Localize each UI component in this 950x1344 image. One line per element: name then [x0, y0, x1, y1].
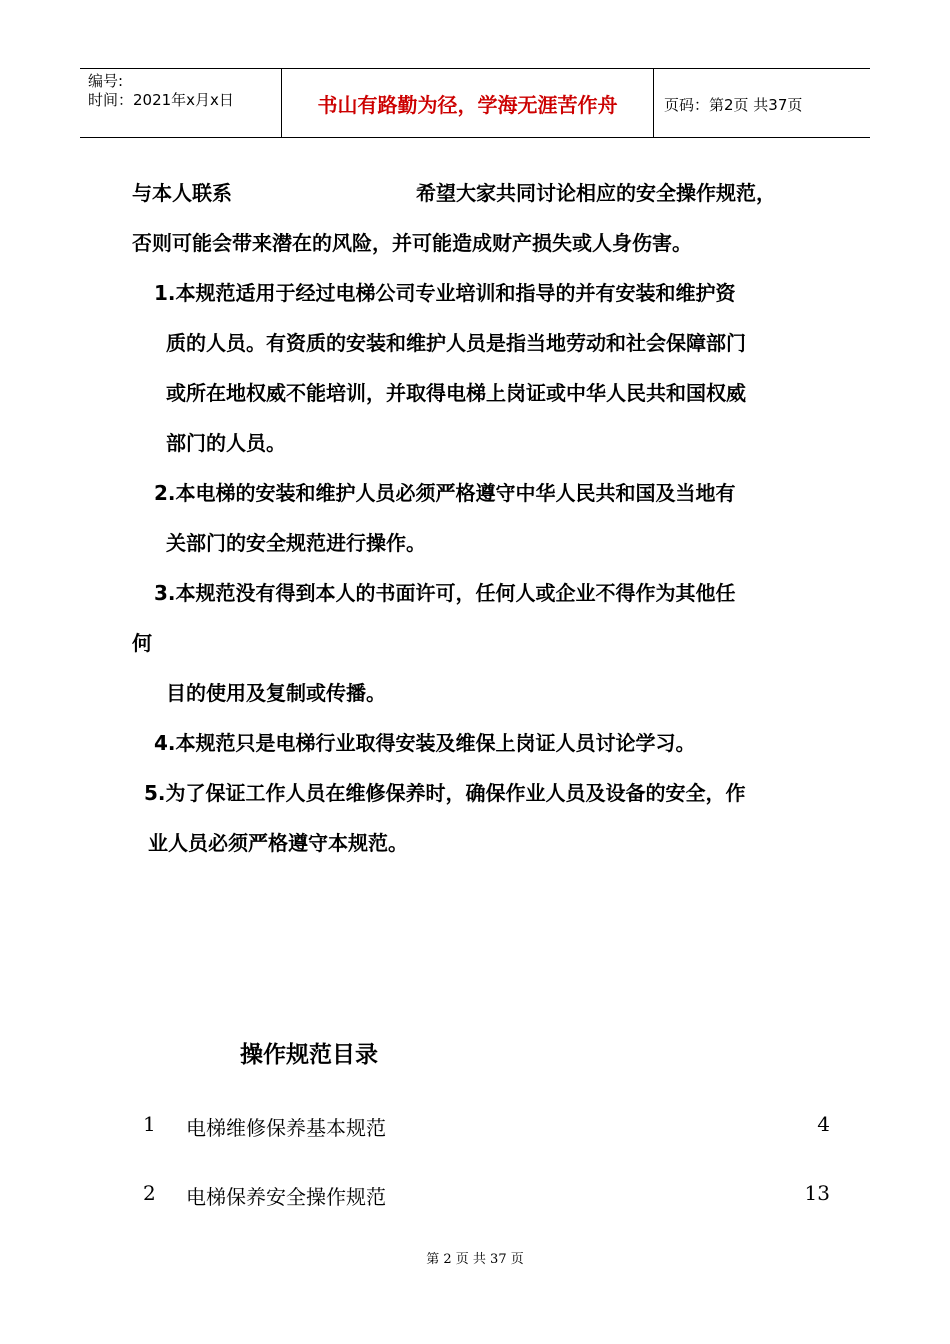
- item-1-line: 部门的人员。: [166, 431, 286, 455]
- item-1-line: 或所在地权威不能培训，并取得电梯上岗证或中华人民共和国权威: [166, 381, 746, 405]
- item-5-line: 5.为了保证工作人员在维修保养时，确保作业人员及设备的安全，作: [144, 781, 746, 805]
- toc-row-page: 13: [804, 1181, 830, 1205]
- toc-row[interactable]: [0, 1112, 950, 1142]
- header-page-label: 页码：第2页 共37页: [664, 96, 803, 114]
- page-footer: 第 2 页 共 37 页: [426, 1252, 524, 1267]
- item-1-line: 质的人员。有资质的安装和维护人员是指当地劳动和社会保障部门: [166, 331, 746, 355]
- body-line: 否则可能会带来潜在的风险，并可能造成财产损失或人身伤害。: [132, 231, 692, 255]
- toc-row-text: 电梯保养安全操作规范: [186, 1185, 386, 1209]
- body-line: 希望大家共同讨论相应的安全操作规范，: [416, 181, 776, 205]
- item-4-line: 4.本规范只是电梯行业取得安装及维保上岗证人员讨论学习。: [154, 731, 696, 755]
- item-1-line: 1.本规范适用于经过电梯公司专业培训和指导的并有安装和维护资: [154, 281, 736, 305]
- item-2-line: 2.本电梯的安装和维护人员必须严格遵守中华人民共和国及当地有: [154, 481, 736, 505]
- toc-row-number: 2: [143, 1181, 156, 1205]
- header-meta-cell: [80, 69, 282, 137]
- toc-row[interactable]: [0, 1181, 950, 1211]
- toc-row-page: 4: [817, 1112, 830, 1136]
- item-3-line: 何: [132, 631, 152, 655]
- item-2-line: 关部门的安全规范进行操作。: [166, 531, 426, 555]
- body-line: 与本人联系: [132, 181, 232, 205]
- header-motto: 书山有路勤为径，学海无涯苦作舟: [282, 69, 654, 137]
- item-5-line: 业人员必须严格遵守本规范。: [148, 831, 408, 855]
- time-label: 时间：2021年x月x日: [88, 91, 234, 109]
- page-header: [80, 68, 870, 138]
- item-3-line: 3.本规范没有得到本人的书面许可，任何人或企业不得作为其他任: [154, 581, 736, 605]
- item-3-line: 目的使用及复制或传播。: [166, 681, 386, 705]
- toc-row-text: 电梯维修保养基本规范: [186, 1116, 386, 1140]
- toc-title: 操作规范目录: [240, 1042, 378, 1068]
- number-label: 编号:: [88, 72, 124, 90]
- toc-row-number: 1: [143, 1112, 156, 1136]
